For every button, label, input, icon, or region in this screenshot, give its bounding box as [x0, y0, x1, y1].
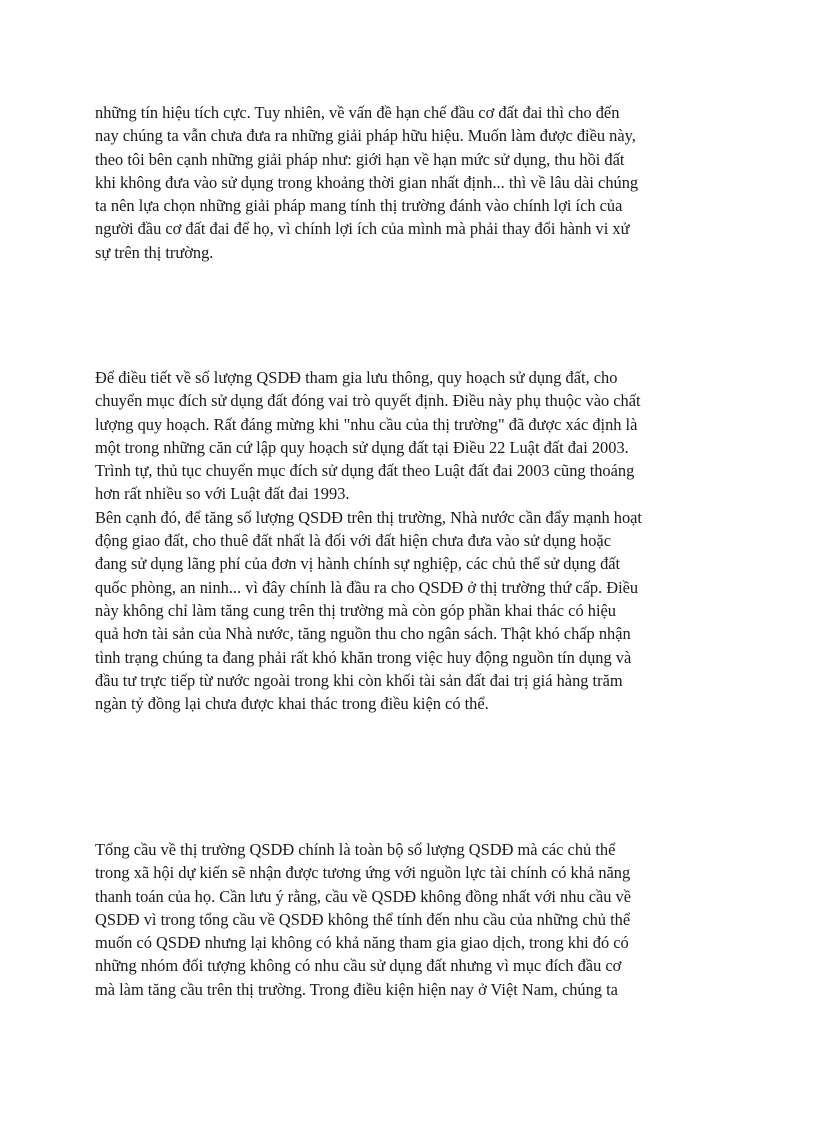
- text-line: mà làm tăng cầu trên thị trường. Trong điều kiện hiện nay ở Việt Nam, chúng ta: [95, 979, 618, 999]
- text-line: Để điều tiết về số lượng QSDĐ tham gia lưu thông, quy hoạch sử dụng đất, cho: [95, 368, 618, 387]
- text-line: QSDĐ vì trong tổng cầu về QSDĐ không thể tính đến nhu cầu của những chủ thể: [95, 909, 631, 929]
- paragraph-land-planning-supply: [95, 366, 735, 715]
- text-line: những nhóm đối tượng không có nhu cầu sử dụng đất nhưng vì mục đích đầu cơ: [95, 956, 622, 976]
- paragraph-land-speculation: [95, 101, 735, 264]
- text-line: một trong những căn cứ lập quy hoạch sử dụng đất tại Điều 22 Luật đất đai 2003.: [95, 437, 629, 457]
- text-line: trong xã hội dự kiến sẽ nhận được tương ứng với nguồn lực tài chính có khả năng: [95, 863, 631, 883]
- text-line: ngàn tỷ đồng lại chưa được khai thác trong điều kiện có thể.: [95, 694, 489, 714]
- text-line: Bên cạnh đó, để tăng số lượng QSDĐ trên thị trường, Nhà nước cần đẩy mạnh hoạt: [95, 507, 642, 527]
- text-line: muốn có QSDĐ nhưng lại không có khả năng tham gia giao dịch, trong khi đó có: [95, 933, 629, 953]
- text-line: theo tôi bên cạnh những giải pháp như: giới hạn về hạn mức sử dụng, thu hồi đất: [95, 149, 625, 169]
- text-line: Trình tự, thủ tục chuyển mục đích sử dụng đất theo Luật đất đai 2003 cũng thoáng: [95, 461, 635, 481]
- text-line: quốc phòng, an ninh... vì đây chính là đầu ra cho QSDĐ ở thị trường thứ cấp. Điều: [95, 577, 639, 597]
- text-line: đầu tư trực tiếp từ nước ngoài trong khi còn khối tài sản đất đai trị giá hàng trăm: [95, 670, 623, 690]
- text-line: sự trên thị trường.: [95, 242, 214, 262]
- text-line: chuyển mục đích sử dụng đất đóng vai trò quyết định. Điều này phụ thuộc vào chất: [95, 391, 641, 411]
- text-line: nay chúng ta vẫn chưa đưa ra những giải pháp hữu hiệu. Muốn làm được điều này,: [95, 126, 636, 146]
- text-line: quả hơn tài sản của Nhà nước, tăng nguồn thu cho ngân sách. Thật khó chấp nhận: [95, 624, 631, 644]
- text-line: lượng quy hoạch. Rất đáng mừng khi "nhu cầu của thị trường" đã được xác định là: [95, 414, 638, 434]
- text-line: khi không đưa vào sử dụng trong khoảng thời gian nhất định... thì về lâu dài chúng: [95, 172, 639, 192]
- text-line: hơn rất nhiều so với Luật đất đai 1993.: [95, 484, 350, 504]
- text-line: đang sử dụng lãng phí của đơn vị hành chính sự nghiệp, các chủ thể sử dụng đất: [95, 554, 621, 574]
- text-line: ta nên lựa chọn những giải pháp mang tính thị trường đánh vào chính lợi ích của: [95, 196, 623, 216]
- text-line: này không chỉ làm tăng cung trên thị trường mà còn góp phần khai thác có hiệu: [95, 600, 616, 620]
- text-line: Tổng cầu về thị trường QSDĐ chính là toàn bộ số lượng QSDĐ mà các chủ thể: [95, 840, 616, 859]
- text-line: những tín hiệu tích cực. Tuy nhiên, về vấn đề hạn chế đầu cơ đất đai thì cho đến: [95, 103, 620, 122]
- text-line: người đầu cơ đất đai để họ, vì chính lợi ích của mình mà phải thay đổi hành vi xử: [95, 219, 630, 239]
- text-line: tình trạng chúng ta đang phải rất khó khăn trong việc huy động nguồn tín dụng và: [95, 647, 632, 667]
- text-line: thanh toán của họ. Cần lưu ý rằng, cầu về QSDĐ không đồng nhất với nhu cầu về: [95, 886, 632, 906]
- paragraph-aggregate-demand: [95, 838, 735, 1001]
- text-line: động giao đất, cho thuê đất nhất là đối với đất hiện chưa đưa vào sử dụng hoặc: [95, 531, 611, 551]
